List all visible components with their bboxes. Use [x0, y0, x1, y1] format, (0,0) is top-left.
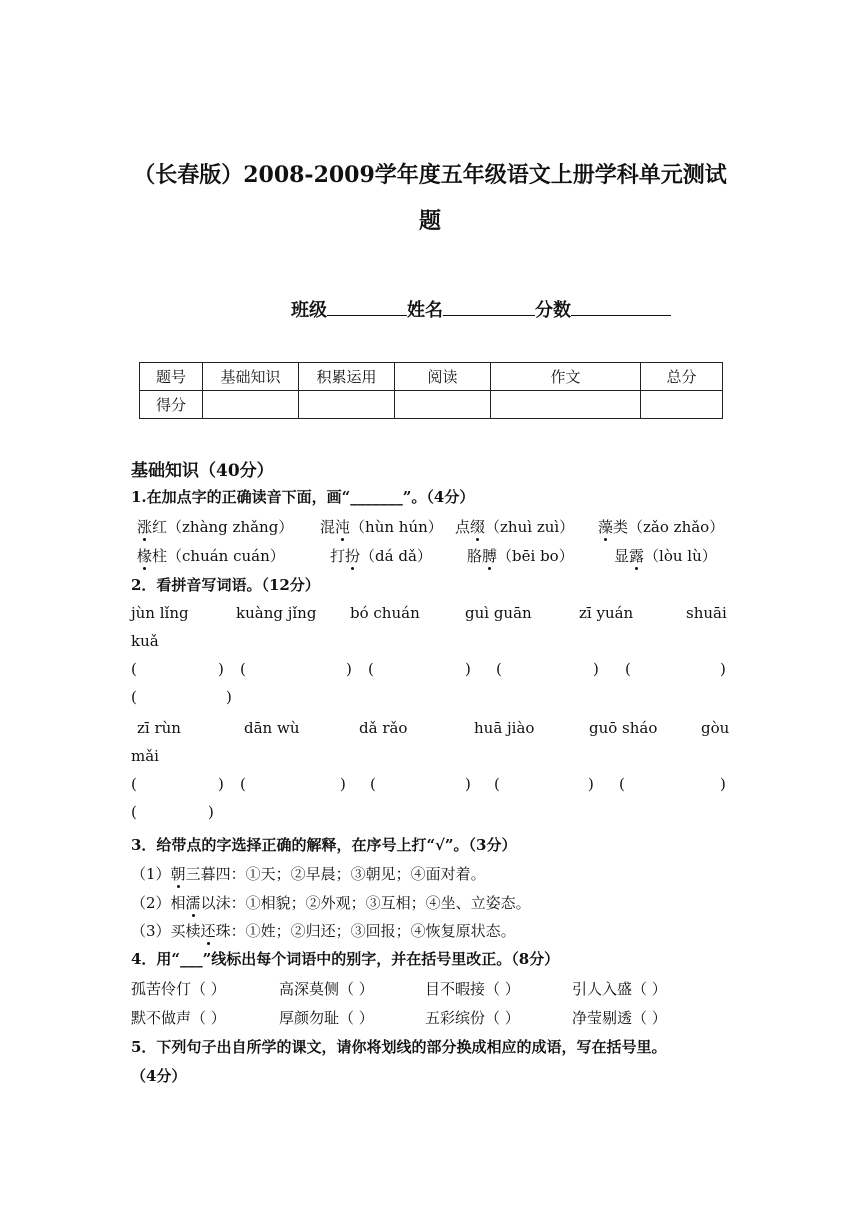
dotted-char: 濡 — [185, 894, 201, 912]
question-5-title-wrap: （4分） — [131, 1067, 187, 1085]
q3-item: （3）买椟还珠：①姓；②归还；③回报；④恢复原状态。 — [131, 922, 516, 940]
table-header-cell: 积累运用 — [299, 363, 395, 391]
dotted-char: 朝 — [170, 865, 186, 883]
answer-paren[interactable]: ( — [131, 803, 137, 821]
answer-paren[interactable]: ( — [370, 775, 376, 793]
pinyin-word: shuāi — [686, 604, 727, 622]
q1-item: 胳膊（bēi bo） — [467, 547, 574, 565]
table-header-cell: 总分 — [641, 363, 723, 391]
q4-item: 净莹剔透（ ） — [572, 1009, 667, 1027]
table-header-cell: 题号 — [140, 363, 203, 391]
answer-paren[interactable]: ) — [208, 803, 214, 821]
answer-paren[interactable]: ) — [720, 660, 726, 678]
name-label: 姓名 — [407, 300, 443, 321]
answer-paren[interactable]: ( — [496, 660, 502, 678]
dotted-char: 扮 — [345, 547, 361, 565]
score-cell[interactable] — [203, 391, 299, 419]
pinyin-word: huā jiào — [474, 719, 535, 737]
answer-paren[interactable]: ( — [619, 775, 625, 793]
score-cell[interactable] — [299, 391, 395, 419]
pinyin-word: guì guān — [465, 604, 532, 622]
score-cell[interactable] — [395, 391, 491, 419]
q4-item: 目不暇接（ ） — [425, 980, 520, 998]
answer-paren[interactable]: ( — [625, 660, 631, 678]
pinyin-word: jùn lǐng — [131, 604, 189, 622]
answer-paren[interactable]: ( — [131, 660, 137, 678]
dotted-char: 膊 — [482, 547, 498, 565]
pinyin-word: zī yuán — [579, 604, 634, 622]
pinyin-word: dǎ rǎo — [359, 719, 408, 737]
class-blank[interactable] — [327, 297, 407, 316]
answer-paren[interactable]: ) — [340, 775, 346, 793]
q4-item: 引人入盛（ ） — [572, 980, 667, 998]
q1-item: 椽柱（chuán cuán） — [137, 547, 285, 565]
answer-paren[interactable]: ) — [226, 688, 232, 706]
dotted-char: 缀 — [470, 518, 486, 536]
q4-item: 高深莫侧（ ） — [279, 980, 374, 998]
question-4-title: 4．用“___”线标出每个词语中的别字，并在括号里改正。（8分） — [131, 950, 560, 968]
question-1-title: 1.在加点字的正确读音下面，画“_______”。（4分） — [131, 488, 475, 506]
q1-item: 藻类（zǎo zhǎo） — [598, 518, 725, 536]
dotted-char: 藻 — [598, 518, 614, 536]
dotted-char: 沌 — [335, 518, 351, 536]
pinyin-word: guō sháo — [589, 719, 658, 737]
section-heading: 基础知识（40分） — [131, 461, 274, 481]
score-table — [139, 362, 723, 419]
question-3-title: 3．给带点的字选择正确的解释，在序号上打“√”。（3分） — [131, 836, 517, 854]
answer-paren[interactable]: ( — [131, 688, 137, 706]
question-5-title: 5．下列句子出自所学的课文，请你将划线的部分换成相应的成语，写在括号里。 — [131, 1038, 667, 1056]
answer-paren[interactable]: ) — [465, 660, 471, 678]
answer-paren[interactable]: ) — [465, 775, 471, 793]
score-blank[interactable] — [571, 297, 671, 316]
answer-paren[interactable]: ) — [218, 775, 224, 793]
q1-item: 混沌（hùn hún） — [320, 518, 443, 536]
page-title-wrap: 题 — [418, 208, 441, 234]
answer-paren[interactable]: ( — [240, 775, 246, 793]
score-table-header-row — [140, 363, 723, 391]
q4-item: 五彩缤份（ ） — [425, 1009, 520, 1027]
dotted-char: 椽 — [137, 547, 153, 565]
pinyin-word: bó chuán — [350, 604, 420, 622]
answer-paren[interactable]: ( — [240, 660, 246, 678]
dotted-char: 还 — [200, 922, 216, 940]
pinyin-word: gòu — [701, 719, 730, 737]
q1-item: 点缀（zhuì zuì） — [455, 518, 575, 536]
score-cell[interactable] — [641, 391, 723, 419]
pinyin-word: zī rùn — [137, 719, 181, 737]
q4-item: 厚颜勿耻（ ） — [279, 1009, 374, 1027]
score-table-row — [140, 391, 723, 419]
score-label: 分数 — [535, 300, 571, 321]
q1-item: 打扮（dá dǎ） — [330, 547, 432, 565]
pinyin-word: kuàng jǐng — [236, 604, 317, 622]
table-header-cell: 作文 — [491, 363, 641, 391]
q1-item: 涨红（zhàng zhǎng） — [137, 518, 294, 536]
answer-paren[interactable]: ) — [593, 660, 599, 678]
table-header-cell: 阅读 — [395, 363, 491, 391]
table-header-cell: 基础知识 — [203, 363, 299, 391]
q3-item: （1）朝三暮四：①天；②早晨；③朝见；④面对着。 — [131, 865, 486, 883]
name-blank[interactable] — [443, 297, 535, 316]
q4-item: 默不做声（ ） — [131, 1009, 226, 1027]
score-cell[interactable] — [491, 391, 641, 419]
student-info-line — [291, 296, 671, 322]
dotted-char: 露 — [629, 547, 645, 565]
page-title: （长春版）2008-2009学年度五年级语文上册学科单元测试 — [133, 162, 727, 188]
table-row-label: 得分 — [140, 391, 203, 419]
class-label: 班级 — [291, 300, 327, 321]
pinyin-word-wrap: mǎi — [131, 747, 159, 765]
q1-item: 显露（lòu lù） — [614, 547, 717, 565]
dotted-char: 涨 — [137, 518, 153, 536]
answer-paren[interactable]: ) — [588, 775, 594, 793]
answer-paren[interactable]: ) — [720, 775, 726, 793]
answer-paren[interactable]: ( — [368, 660, 374, 678]
question-2-title: 2．看拼音写词语。（12分） — [131, 576, 320, 594]
answer-paren[interactable]: ( — [494, 775, 500, 793]
answer-paren[interactable]: ) — [218, 660, 224, 678]
q3-item: （2）相濡以沫：①相貌；②外观；③互相；④坐、立姿态。 — [131, 894, 531, 912]
answer-paren[interactable]: ) — [346, 660, 352, 678]
pinyin-word-wrap: kuǎ — [131, 632, 159, 650]
answer-paren[interactable]: ( — [131, 775, 137, 793]
pinyin-word: dān wù — [244, 719, 300, 737]
q4-item: 孤苦伶仃（ ） — [131, 980, 226, 998]
